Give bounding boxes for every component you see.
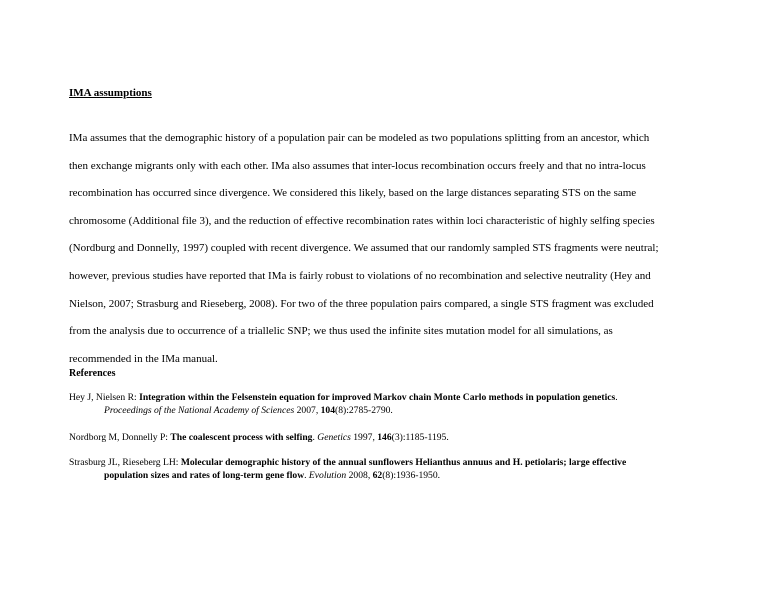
- paragraph-line: recommended in the IMa manual.: [69, 352, 218, 365]
- reference-title: The coalescent process with selfing: [170, 432, 313, 443]
- paragraph-line: (Nordburg and Donnelly, 1997) coupled with recent divergence. We assumed that our randomly sampled STS fragments were neutral;: [69, 242, 659, 255]
- assumptions-paragraph: [69, 125, 719, 373]
- reference-pages: (8):2785-2790.: [335, 405, 393, 416]
- reference-volume: 62: [372, 470, 383, 481]
- paragraph-line: Nielson, 2007; Strasburg and Rieseberg, 2008). For two of the three population pairs compared, a single STS fragment was excluded: [69, 297, 654, 310]
- reference-journal: Genetics: [317, 432, 351, 443]
- paragraph-line: then exchange migrants only with each other. IMa also assumes that inter-locus recombination occurs freely and that no intra-locus: [69, 159, 646, 172]
- reference-journal: Proceedings of the National Academy of Sciences: [104, 405, 295, 416]
- reference-line: [69, 456, 709, 469]
- reference-journal: Evolution: [308, 470, 347, 481]
- reference-item: [69, 431, 709, 444]
- reference-year: 1997,: [350, 432, 378, 443]
- reference-year: 2008,: [346, 470, 373, 481]
- reference-title-continued: population sizes and rates of long-term gene flow: [104, 470, 305, 481]
- paragraph-line: recombination has occurred since divergence. We considered this likely, based on the large distances separating STS on the same: [69, 187, 637, 200]
- reference-line: [69, 431, 709, 444]
- references-heading: References: [69, 368, 116, 379]
- section-heading: IMA assumptions: [69, 87, 152, 99]
- reference-punct: .: [615, 392, 618, 403]
- reference-title: Integration within the Felsenstein equation for improved Markov chain Monte Carlo methods in population genetics: [139, 392, 616, 403]
- reference-item: [69, 456, 709, 482]
- reference-year: 2007,: [294, 405, 321, 416]
- reference-line: [69, 469, 709, 482]
- paragraph-line: IMa assumes that the demographic history of a population pair can be modeled as two populations splitting from an ancestor, which: [69, 132, 650, 144]
- reference-item: [69, 391, 709, 417]
- paragraph-line: from the analysis due to occurrence of a triallelic SNP; we thus used the infinite sites mutation model for all simulations, as: [69, 325, 613, 338]
- paragraph-line: however, previous studies have reported that IMa is fairly robust to violations of no recombination and selective neutrality (Hey and: [69, 269, 651, 282]
- paragraph-line: chromosome (Additional file 3), and the reduction of effective recombination rates within loci characteristic of highly selfing species: [69, 214, 655, 227]
- reference-authors: Nordborg M, Donnelly P:: [69, 432, 171, 443]
- reference-line: [69, 404, 709, 417]
- reference-line: [69, 391, 709, 404]
- reference-pages: (8):1936-1950.: [382, 470, 441, 481]
- reference-title: Molecular demographic history of the annual sunflowers Helianthus annuus and H. petiolaris; large effective: [180, 457, 627, 468]
- reference-volume: 146: [377, 432, 392, 443]
- reference-volume: 104: [320, 405, 336, 416]
- reference-authors: Strasburg JL, Rieseberg LH:: [69, 457, 181, 468]
- reference-authors: Hey J, Nielsen R:: [69, 392, 140, 403]
- reference-punct: .: [304, 470, 309, 481]
- reference-punct: .: [312, 432, 318, 443]
- reference-pages: (3):1185-1195.: [391, 432, 449, 443]
